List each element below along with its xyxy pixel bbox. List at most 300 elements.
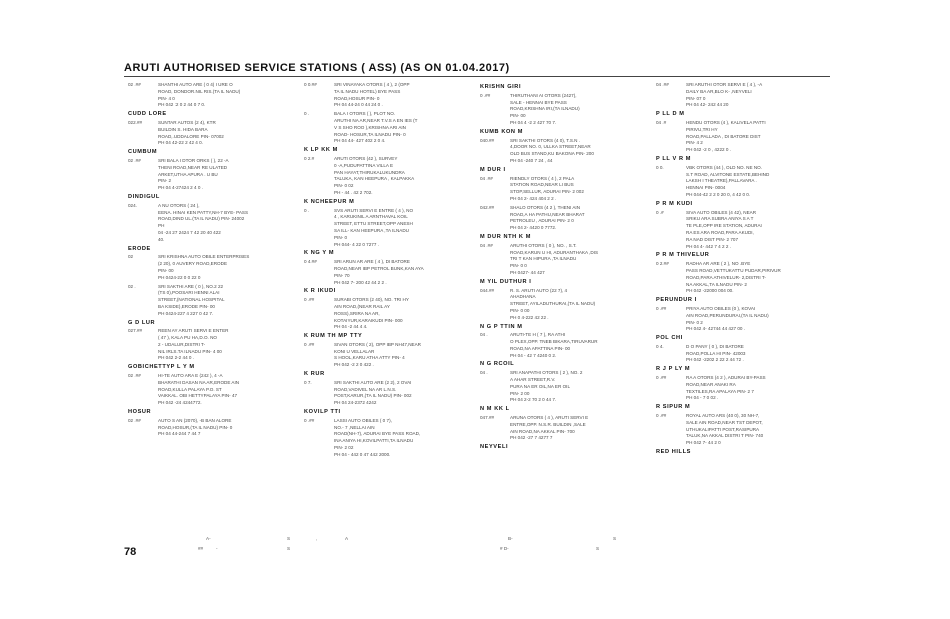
entry-address (686, 375, 830, 402)
address-line: PH 042 -2202 2 22 2 44 72 . (686, 357, 744, 363)
address-line: PH 042 7- 44 2 0 (686, 440, 721, 446)
address-line: RA NAD DIST PIN- 2 707 (686, 236, 738, 242)
service-station-entry (128, 373, 296, 407)
address-line: SIVAN OTORS ( 2), OPP IBP NH47,NEAR (334, 341, 421, 347)
district-heading: R J P LY M (656, 366, 691, 373)
district-heading: R SIPUR M (656, 404, 691, 411)
service-station-entry (480, 243, 650, 277)
address-line: PRIYA AUTO OBILES (0 ), KOVAI (686, 305, 756, 311)
address-line: STATION ROAD,NEAR LI BUS (510, 182, 574, 188)
district-heading: POL CHI (656, 335, 683, 342)
footnote-d: # D- (500, 546, 509, 551)
address-line: PH 04 2-2 70 2 0 44 7. (510, 397, 557, 403)
address-line: ROAD,POLLA HI PIN- 42003 (686, 350, 746, 356)
service-station-entry (656, 261, 830, 295)
entry-code: 0 .## (304, 341, 315, 347)
service-station-entry (128, 418, 296, 438)
entry-address (334, 111, 476, 145)
address-line: BALA I OTORS ( ), PLOT NO. (334, 111, 396, 117)
service-station-entry (480, 415, 650, 442)
address-line: ROAD,A HA PATHU,NEAR BHARAT (510, 211, 585, 217)
entry-code: 042.## (480, 204, 495, 210)
service-station-entry (128, 284, 296, 318)
district-heading: DINDIGUL (128, 193, 160, 200)
footnote-b-dash: - (216, 546, 218, 551)
address-line: PH 04 42-22 2 42 4 0. (158, 140, 203, 146)
district-heading: CUMBUM (128, 149, 158, 156)
service-station-entry (656, 82, 830, 109)
service-station-entry (656, 306, 830, 333)
address-line: PURA NA ER OIL,NA ER OIL (510, 383, 570, 389)
entry-code: 02 .## (128, 157, 141, 163)
service-station-entry (304, 156, 476, 197)
address-line: PASS ROAD,VETTUKATTU PUDAR,PIRIVUR (686, 267, 781, 273)
address-line: BUILDIN S. HIDA BARA (158, 126, 208, 132)
footnote-c-mark: S (613, 536, 617, 541)
address-line: PH 044-42 2 2 0 20 0, 4 42 0 0. (686, 191, 751, 197)
address-line: DAILY BA AR,BLO K- ,NEYVELI (686, 88, 752, 94)
entry-address (510, 288, 650, 322)
address-line: SRI ANAPATHI OTORS ( 2 ), NO. 2 (510, 370, 583, 376)
address-line: BA KSIDE),ERODE PIN- 00 (158, 303, 215, 309)
district-heading: M DUR I (480, 166, 506, 173)
address-line: RA ES ARA ROAD,PARA AKUDI, (686, 229, 754, 235)
entry-code: 0 .## (304, 297, 315, 303)
address-line: HENNAI PIN- 0004 (686, 185, 726, 191)
address-line: OLD BUS STAND,KU BAKONA PIN- 200 (510, 151, 594, 157)
address-line: NA AKKAL,TA ILNADU PIN- 2 (686, 281, 747, 287)
entry-address (158, 254, 296, 281)
address-line: ROAD, DONDOR.NIL RIS.(TA IL NADU) (158, 88, 241, 94)
address-line: 4,DOOR NO. 0, ULLKA STREET,NEAR (510, 144, 591, 150)
address-line: PH 0424-22 0 0 22 0 (158, 274, 201, 280)
entry-code: 0 .## (656, 305, 667, 311)
address-line: PH 04 42- 242 44 20 (686, 102, 729, 108)
address-line: PAN HAYAT,THIRUKALUKUNDRA (334, 169, 405, 175)
entry-address (510, 332, 650, 359)
address-line: ARKET,UTHA APURA . U BU (158, 171, 218, 177)
address-line: 0 -A,PUDUPATTINA VILLA E (334, 162, 394, 168)
entry-code: 0 7. (304, 379, 312, 385)
address-line: (2 20), 0 AUVERY ROAD,ERODE (158, 261, 228, 267)
footnote-b: ## (198, 546, 204, 551)
address-line: PH 04 4-27424 2 4 0 . (158, 185, 203, 191)
address-line: PIN- 0 02 (334, 183, 354, 189)
district-heading: HOSUR (128, 409, 152, 416)
address-line: ROAD,.UDDALORE PIN- 07002 (158, 133, 224, 139)
address-line: PH 04 4 -2 2 427 70 7. (510, 119, 557, 125)
address-line: TALUK,NA AKKAL DISTRI T PIN- 740 (686, 433, 764, 439)
entry-code: 02 . (128, 283, 136, 289)
address-line: VBK OTORS (44 ), OLD NO. NE NO. (686, 164, 762, 170)
address-line: SRI VINAYAKA OTORS ( 4 ), 2 (OPP (334, 82, 410, 87)
address-line: SRIKU ARA SUBRA ANIYA S A T (686, 216, 754, 222)
address-line: ARUTI-TE H ( 7 ), RA ATHI (510, 332, 566, 338)
district-heading: PERUNDUR I (656, 297, 697, 304)
service-station-entry (656, 375, 830, 402)
address-line: SRI ARUTHI OTOR SERVI E ( 4 ), -A (686, 82, 763, 87)
address-line: PH 04 -2 44 4 4. (334, 324, 368, 330)
address-line: PH 04 2- 4420 0 7772. (510, 225, 557, 231)
address-line: ROAD- HOSUR,TA ILNADU PIN- 0 (334, 131, 406, 137)
service-station-entry (304, 111, 476, 145)
service-station-entry (128, 158, 296, 192)
address-line: PH 04 - 7 0 02 . (686, 395, 719, 401)
entry-address (334, 418, 476, 459)
service-station-entry (128, 254, 296, 281)
entry-code: 0 .## (656, 413, 667, 419)
footnote-c: B- (508, 536, 513, 541)
address-line: PH 042 -22000 004 00. (686, 288, 734, 294)
service-station-entry (480, 332, 650, 359)
entry-address (686, 120, 830, 154)
district-heading: P R M KUDI (656, 200, 693, 207)
address-line: SRI SAKTHI ARE ( 0 ), NO.2 22 (158, 283, 224, 289)
address-line: ARUTI OTORS (42 ), SURVEY (334, 155, 398, 161)
entry-address (510, 243, 650, 277)
service-station-entry (480, 370, 650, 404)
address-line: PIRIVU,TRI HY (686, 126, 718, 132)
address-line: AIN ROAD,NA AKKAL PIN- 700 (510, 428, 575, 434)
entry-address (334, 380, 476, 407)
address-line: SRI KRISHNA AUTO OBILE ENTERPRISES (158, 254, 250, 260)
service-station-entry (304, 418, 476, 459)
address-line: PETROLEU , ADURAI PIN- 2 0 (510, 218, 574, 224)
entry-code: 04 .## (480, 242, 493, 248)
address-line: INA ANIYA HI,KOVILPATTI,TA ILNADU (334, 438, 414, 444)
page-number: 78 (124, 546, 137, 558)
entry-address (334, 208, 476, 249)
service-station-entry (480, 205, 650, 232)
address-line: STOP,SELLUR, ADURAI PIN- 2 002 (510, 189, 584, 195)
address-line: STREET, AYILADUTHURAI,(TA IL NADU) (510, 301, 596, 307)
address-line: RIENDLY OTORS ( 4 ), 2 PALA (510, 175, 575, 181)
district-heading: N G P TTIN M (480, 323, 523, 330)
footnote-a-mark: S (287, 536, 291, 541)
address-line: NIL IRLS.TA ILNADU PIN- 4 00 (158, 348, 222, 354)
footnote-b-mark: S (287, 546, 291, 551)
entry-code: 0 0. (656, 164, 664, 170)
address-line: R. S. ARUTI AUTO (22 7), 4 (510, 287, 568, 293)
address-line: A AHAR STREET,R.V. (510, 377, 556, 383)
service-station-entry (304, 297, 476, 331)
address-line: TA IL NADU HOTEL) BYE PASS (334, 88, 401, 94)
district-heading: RED HILLS (656, 449, 691, 456)
address-line: PIN- 0 00 (510, 307, 530, 313)
address-line: ROAD,PALLADA , DI BATORE DIST (686, 133, 761, 139)
address-line: ROAD,PARA ATHIVELUR- 2,DISTRI T- (686, 274, 766, 280)
entry-address (334, 156, 476, 197)
address-line: PH 044- 4 22 0 7277 . (334, 241, 379, 247)
entry-code: 044.## (480, 287, 495, 293)
service-station-entry (656, 165, 830, 199)
service-station-entry (656, 344, 830, 364)
entry-address (686, 82, 830, 109)
entry-code: 02 .## (128, 82, 141, 87)
entry-code: 0 .# (656, 209, 664, 215)
address-line: STREET, ETTU STREET,OPP ANESH (334, 221, 413, 227)
address-line: S HOOL,KARU ATHA ATTY PIN- 4 (334, 355, 405, 361)
entry-code: 04 . (480, 332, 488, 338)
district-heading: CUDD LORE (128, 111, 167, 118)
address-line: UTHUKALIPATTI POST,RASIPURA (686, 426, 760, 432)
entry-address (158, 203, 296, 244)
entry-code: 040.## (480, 137, 495, 143)
entry-address (510, 370, 650, 404)
entry-address (158, 284, 296, 318)
district-heading: P LL D M (656, 111, 685, 118)
address-line: PIN- 4 2 (686, 140, 703, 146)
address-line: PIN- 4 0 (158, 95, 175, 101)
address-line: ROAD,KRISHNA IRI,(TA ILNADU) (510, 106, 580, 112)
service-station-entry (304, 342, 476, 369)
entry-address (686, 413, 830, 447)
entry-address (510, 205, 650, 232)
entry-code: 04 . (480, 370, 488, 376)
entry-address (158, 158, 296, 192)
column-4 (656, 82, 830, 458)
address-line: SA ILL- KAN HEEPURA ,TA ILNADU (334, 227, 409, 233)
address-line: THENI ROAD,NEAR RE ULATED (158, 164, 228, 170)
address-line: (TS 0),POOSARI HENNI ALAI (158, 290, 220, 296)
entry-address (334, 342, 476, 369)
address-line: RA A OTORS (4 2 ), ADURAI BY-PASS (686, 375, 766, 381)
address-line: PIN- 70 (334, 272, 350, 278)
address-line: PIN- 00 (510, 113, 526, 119)
entry-address (510, 138, 650, 165)
address-line: TALUKA, KAN HEEPURA , KALPAKKA (334, 176, 415, 182)
district-heading: N G RCOIL (480, 361, 515, 368)
address-line: ROAD,HOSUR PIN- 0 (334, 95, 380, 101)
entry-code: 04 .## (656, 82, 669, 87)
district-heading: M YIL DUTHUR I (480, 278, 532, 285)
address-line: ROAD,KARUN U HI, ADURANTHAKA ,DIS (510, 249, 599, 255)
address-line: ROAD,VADIVEL NA AR L.N.S. (334, 386, 397, 392)
service-station-entry (128, 120, 296, 147)
service-station-entry (304, 259, 476, 286)
address-line: AUTO S AN (2070), -B BAN ALORE (158, 417, 232, 423)
address-line: ROAD,HOSUR,(TA IL NADU) PIN- 0 (158, 424, 233, 430)
address-line: 04 -24 27 2424 7 42 20 40 422 (158, 229, 221, 235)
district-heading: NEYVELI (480, 444, 509, 451)
address-line: S.T ROAD, ALVITONE ESTATE,BEHIND (686, 171, 770, 177)
address-line: PH 0427- 44 427 (510, 269, 545, 275)
column-2 (304, 82, 476, 461)
district-heading: K RUR (304, 371, 325, 378)
footnote-a-end: A (345, 536, 349, 541)
entry-address (158, 373, 296, 407)
address-line: SRI BALA I DTOR ORKS ( ), 22 -A (158, 157, 229, 163)
address-line: PH 042 -2 0 , 4222 0 . (686, 147, 731, 153)
entry-code: 04 .## (480, 175, 493, 181)
entry-address (686, 306, 830, 333)
address-line: PH 04 4- 442 7 4 2 2 . (686, 243, 731, 249)
address-line: ROAD,NEAR ANAKI RA (686, 381, 736, 387)
address-line: PIN- 0 2 (686, 319, 703, 325)
footnote-a: A- (206, 536, 211, 541)
address-line: V S SHO ROO ),KRISHNA ARI AIN (334, 124, 406, 130)
district-heading: K LP KK M (304, 147, 338, 154)
address-line: REEN AY ARUTI SERVI E ENTER (158, 328, 229, 334)
address-line: PH 042 -2 2 0 422 . (334, 362, 374, 368)
address-line: TEXTILES,RA APALAYA PIN- 2 7 (686, 388, 754, 394)
address-line: 4 , KARUKINIL A ARNTHAVAL KOIL (334, 214, 408, 220)
address-line: HI-TE AUTO ARA E (242 ), 4 -A (158, 373, 223, 379)
address-line: ROAD,DIND UL.(TA IL NADU) PIN- 24002 (158, 216, 245, 222)
district-heading: N M KK L (480, 406, 510, 413)
address-line: PH 042 2-2 44 0 . (158, 355, 195, 361)
address-line: EENA. HINAI KEN PATTY,NH-7 BYE- PASS (158, 209, 249, 215)
entry-code: 04 .# (656, 119, 667, 125)
address-line: TE PLE,OPP IRE STATION, ADURAI (686, 223, 762, 229)
service-station-entry (304, 208, 476, 249)
address-line: 40. (158, 236, 165, 242)
entry-code: 0 4. (656, 343, 664, 349)
entry-code: 024. (128, 202, 137, 208)
service-station-entry (656, 413, 830, 447)
district-heading: M DUR NTH K M (480, 233, 531, 240)
address-line: HENDU OTORS (4 ), KALIVELA PATTI (686, 119, 766, 125)
address-line: ROAD,KULLA PALAYA P.O. ST (158, 386, 222, 392)
address-line: PH 04 2- 424 404 2 2 . (510, 195, 557, 201)
district-heading: GOBICHETTYP L Y M (128, 364, 195, 371)
address-line: PIN- 2 02 (334, 445, 354, 451)
entry-address (686, 165, 830, 199)
address-line: ROAD(NH-7), ADURAI BYE PASS ROAD, (334, 431, 421, 437)
address-line: PH 04 44- 427 402 2 0 4. (334, 138, 386, 144)
entry-code: 0 2.# (304, 155, 315, 161)
district-heading: K R IKUDI (304, 288, 336, 295)
address-line: LAKSH I THEATRE),PALLAVARA . (686, 178, 757, 184)
address-line: PIN- 2 00 (510, 390, 530, 396)
address-line: PH (158, 223, 165, 229)
address-line: THIRUTHANI AI OTORS (2427), (510, 92, 577, 98)
address-line: ( 47 ), KALA PU HA,D.O. NO (158, 335, 217, 341)
address-line: ROAD,NEAR IBP PETROL BUNK,KAN AYA (334, 265, 424, 271)
address-line: LASSI AUTO OBILES ( 0 7), (334, 417, 392, 423)
entry-code: 0 2.## (656, 261, 669, 267)
service-station-entry (128, 328, 296, 362)
address-line: PH 04 44-24 0 44 24 0 . (334, 102, 383, 108)
entry-address (686, 344, 830, 364)
entry-address (686, 210, 830, 251)
address-line: TRI T KAN HIPURA ,TA ILNADU (510, 256, 577, 262)
district-heading: ERODE (128, 245, 151, 252)
entry-code: 0 . (304, 111, 310, 117)
service-station-entry (656, 120, 830, 154)
address-line: SRI ARUN AR ARE ( 4 ), DI BATORE (334, 259, 410, 265)
district-heading: K RUM TH MP TTY (304, 333, 363, 340)
address-line: ENTRE,OPP. N.S.R. BUILDIN ,SALE (510, 421, 586, 427)
service-station-entry (128, 82, 296, 109)
district-heading: G D LUR (128, 319, 156, 326)
column-3 (480, 82, 650, 453)
district-heading: P LL V R M (656, 155, 692, 162)
entry-code: 02 .## (128, 373, 141, 379)
entry-address (334, 259, 476, 286)
address-line: SRI SAKTHI AUTO ARE (2 2), 2 OVAI (334, 379, 412, 385)
address-line: SURABI OTORS (2 40), NO. TRI HY (334, 297, 409, 303)
entry-code: 0 4.## (304, 259, 317, 265)
entry-code: 02 .## (128, 417, 141, 423)
address-line: AIN ROAD,PERUNDURAI,(TA IL NADU) (686, 312, 769, 318)
address-line: SALE - HENNAI BYE PASS (510, 99, 567, 105)
district-heading: KRISHN GIRI (480, 84, 522, 90)
address-line: PH - 44 . 42 2 702. (334, 189, 373, 195)
address-line: PH 042 4- 42744 44 427 00 . (686, 326, 745, 332)
title-rule (124, 76, 830, 77)
entry-code: 02 (128, 254, 134, 260)
service-station-entry (480, 176, 650, 203)
entry-code: 047.## (480, 415, 495, 421)
entry-code: 0 .## (480, 92, 491, 98)
address-line: VAIKKAL. OBI HETTYPALAYA PIN- 47 (158, 393, 238, 399)
footnote-a-comma: , (316, 536, 318, 541)
address-line: SIVA AUTO OBILES (4 42), NEAR (686, 209, 757, 215)
address-line: 2 - UDALUR,DISTRI T- (158, 341, 206, 347)
address-line: STREET,(NATIONAL HOSPITAL (158, 297, 225, 303)
address-line: PH 0 4-222 42 22 . (510, 314, 549, 320)
footnote-d-mark: S (596, 546, 600, 551)
address-line: SRI SAKTHI OTORS (4 0), T.S.N . (510, 137, 581, 143)
page-title: ARUTI AUTHORISED SERVICE STATIONS ( ASS) (AS ON 01.04.2017) (124, 62, 510, 74)
address-line: SVS ARUTI SERVI E ENTRE ( 4 ), NO (334, 207, 414, 213)
entry-code: 022.## (128, 119, 143, 125)
address-line: PH 04 44-244 7 44 7 (158, 431, 201, 437)
address-line: POST,KARUR,(TA IL NADU) PIN- 002 (334, 393, 412, 399)
address-line: D O PANY ( 0 ), DI BATORE (686, 343, 744, 349)
service-station-entry (656, 210, 830, 251)
address-line: PH 04 - 42 7 4240 0 2. (510, 352, 557, 358)
entry-code: 0 .## (656, 375, 667, 381)
address-line: BHARATHI DASAN NA AR,ERODE AIN (158, 379, 240, 385)
address-line: PH 0424-227 4 227 0 42 7. (158, 310, 214, 316)
entry-address (510, 176, 650, 203)
address-line: KONI U VELLALAR (334, 348, 375, 354)
entry-code: 0 0.## (304, 82, 317, 87)
address-line: AHADHANA (510, 294, 536, 300)
service-station-entry (304, 82, 476, 109)
service-station-entry (128, 203, 296, 244)
entry-address (334, 297, 476, 331)
entry-address (158, 418, 296, 438)
district-heading: K NCHEEPUR M (304, 198, 355, 205)
address-line: PH 042 -27 7 4277 7 (510, 435, 553, 441)
entry-address (510, 93, 650, 127)
service-station-entry (480, 138, 650, 165)
district-heading: P R M THIVELUR (656, 252, 710, 259)
address-line: ARUTHI NA AR,NEAR T.V.S A EN IES (T (334, 117, 418, 123)
address-line: PIN- 0 (334, 234, 348, 240)
address-line: O PLEX,OPP. TNEB BIKARA,TIRUVARUR (510, 339, 598, 345)
address-line: ARUTHI OTORS ( 0 ), NO. , S.T. (510, 242, 577, 248)
entry-code: 0 . (304, 207, 310, 213)
address-line: SUNTAR AUTOS (2 4), KTR (158, 119, 216, 125)
address-line: ROSS),SRIRA NA AR, (334, 310, 380, 316)
district-heading: K NG Y M (304, 250, 335, 257)
service-station-entry (480, 288, 650, 322)
address-line: PH 042 7- 200 42 44 2 2 . (334, 279, 387, 285)
service-station-entry (480, 93, 650, 127)
address-line: PH 04 24-2372 4242 (334, 400, 377, 406)
address-line: PH 04 - 442 0 47 442 2000. (334, 451, 391, 457)
address-line: ROAD,NA APATTINA PIN- 00 (510, 345, 571, 351)
address-line: PH 042 -24 4244772. (158, 400, 202, 406)
service-station-entry (304, 380, 476, 407)
address-line: A NU OTORS ( 24 ), (158, 202, 200, 208)
entry-code: 0 .## (304, 417, 315, 423)
address-line: PIN- 0 0 (510, 263, 527, 269)
